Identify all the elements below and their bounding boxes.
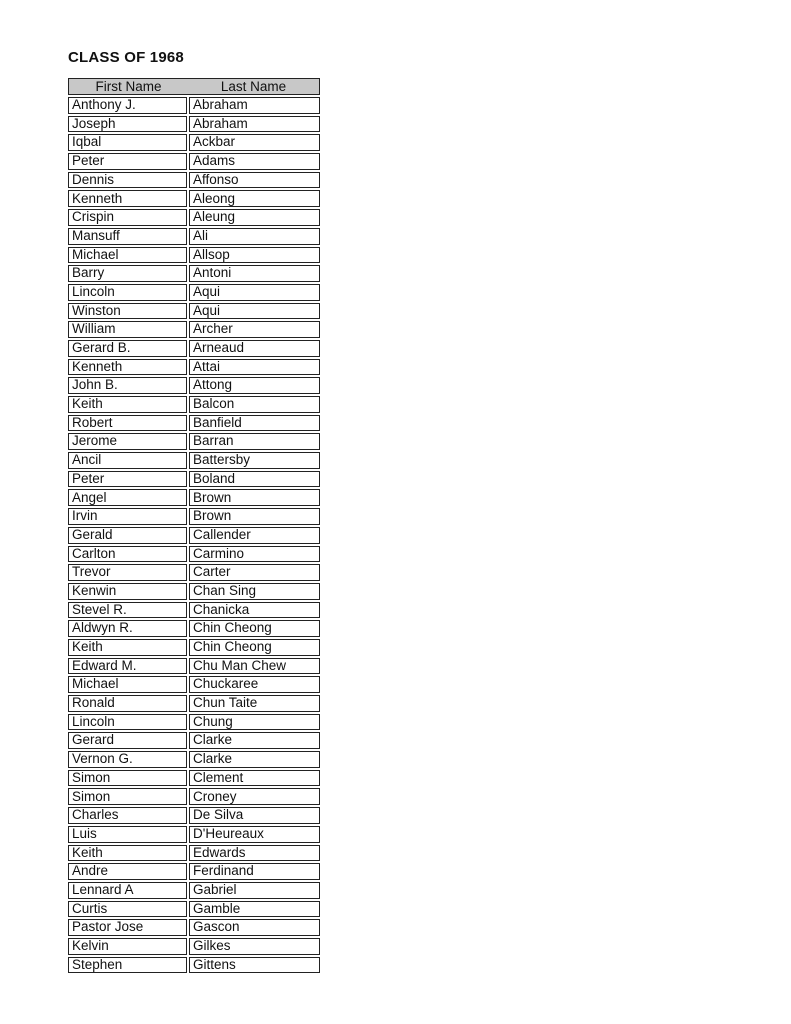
last-name-cell: Affonso <box>189 172 320 189</box>
first-name-cell: Edward M. <box>68 658 187 675</box>
table-row <box>68 751 320 768</box>
table-row <box>68 732 320 749</box>
last-name-cell: Ferdinand <box>189 863 320 880</box>
first-name-cell: Kelvin <box>68 938 187 955</box>
first-name-cell: Crispin <box>68 209 187 226</box>
first-name-cell: Keith <box>68 845 187 862</box>
first-name-cell: Stephen <box>68 957 187 974</box>
first-name-cell: Lennard A <box>68 882 187 899</box>
last-name-cell: Adams <box>189 153 320 170</box>
first-name-cell: Dennis <box>68 172 187 189</box>
last-name-cell: Chung <box>189 714 320 731</box>
first-name-cell: Stevel R. <box>68 602 187 619</box>
first-name-cell: Andre <box>68 863 187 880</box>
first-name-cell: Gerard B. <box>68 340 187 357</box>
table-row <box>68 433 320 450</box>
first-name-cell: Iqbal <box>68 134 187 151</box>
last-name-cell: Chanicka <box>189 602 320 619</box>
first-name-cell: Michael <box>68 247 187 264</box>
last-name-cell: Chin Cheong <box>189 620 320 637</box>
first-name-cell: Curtis <box>68 901 187 918</box>
first-name-cell: Irvin <box>68 508 187 525</box>
table-row <box>68 770 320 787</box>
last-name-cell: Chan Sing <box>189 583 320 600</box>
last-name-cell: Clement <box>189 770 320 787</box>
class-roster-table <box>66 76 322 975</box>
last-name-cell: Antoni <box>189 265 320 282</box>
last-name-cell: Carmino <box>189 546 320 563</box>
table-row <box>68 639 320 656</box>
last-name-cell: Croney <box>189 788 320 805</box>
table-row <box>68 190 320 207</box>
table-row <box>68 564 320 581</box>
first-name-cell: Gerard <box>68 732 187 749</box>
last-name-cell: Brown <box>189 508 320 525</box>
table-row <box>68 826 320 843</box>
last-name-cell: Ali <box>189 228 320 245</box>
last-name-cell: Gamble <box>189 901 320 918</box>
table-row <box>68 845 320 862</box>
table-row <box>68 284 320 301</box>
table-row <box>68 340 320 357</box>
last-name-cell: Aleung <box>189 209 320 226</box>
first-name-cell: Kenneth <box>68 359 187 376</box>
first-name-cell: Ronald <box>68 695 187 712</box>
table-row <box>68 863 320 880</box>
first-name-cell: Mansuff <box>68 228 187 245</box>
first-name-cell: Ancil <box>68 452 187 469</box>
table-row <box>68 938 320 955</box>
table-row <box>68 807 320 824</box>
last-name-cell: Aqui <box>189 303 320 320</box>
table-row <box>68 359 320 376</box>
first-name-cell: Anthony J. <box>68 97 187 114</box>
last-name-cell: Carter <box>189 564 320 581</box>
last-name-cell: De Silva <box>189 807 320 824</box>
first-name-cell: William <box>68 321 187 338</box>
last-name-column-header: Last Name <box>220 79 287 94</box>
table-row <box>68 788 320 805</box>
header-labels <box>69 79 319 94</box>
last-name-cell: Chin Cheong <box>189 639 320 656</box>
roster-body <box>68 97 320 973</box>
last-name-cell: Chu Man Chew <box>189 658 320 675</box>
first-name-cell: Aldwyn R. <box>68 620 187 637</box>
first-name-cell: Luis <box>68 826 187 843</box>
first-name-cell: Angel <box>68 489 187 506</box>
last-name-cell: Battersby <box>189 452 320 469</box>
first-name-cell: Lincoln <box>68 714 187 731</box>
last-name-cell: D'Heureaux <box>189 826 320 843</box>
first-name-cell: Kenneth <box>68 190 187 207</box>
table-row <box>68 247 320 264</box>
table-row <box>68 583 320 600</box>
last-name-cell: Archer <box>189 321 320 338</box>
first-name-cell: Michael <box>68 676 187 693</box>
table-header-bar <box>68 78 320 95</box>
table-row <box>68 508 320 525</box>
last-name-cell: Chuckaree <box>189 676 320 693</box>
last-name-cell: Gilkes <box>189 938 320 955</box>
last-name-cell: Allsop <box>189 247 320 264</box>
table-row <box>68 919 320 936</box>
table-row <box>68 602 320 619</box>
table-row <box>68 134 320 151</box>
table-row <box>68 116 320 133</box>
table-row <box>68 714 320 731</box>
first-name-cell: Gerald <box>68 527 187 544</box>
first-name-column-header: First Name <box>95 79 162 94</box>
first-name-cell: Pastor Jose <box>68 919 187 936</box>
table-row <box>68 265 320 282</box>
first-name-cell: Keith <box>68 639 187 656</box>
first-name-cell: Winston <box>68 303 187 320</box>
first-name-cell: Joseph <box>68 116 187 133</box>
first-name-cell: Carlton <box>68 546 187 563</box>
last-name-cell: Gittens <box>189 957 320 974</box>
table-row <box>68 153 320 170</box>
first-name-cell: Vernon G. <box>68 751 187 768</box>
last-name-cell: Balcon <box>189 396 320 413</box>
last-name-cell: Callender <box>189 527 320 544</box>
last-name-cell: Clarke <box>189 751 320 768</box>
table-row <box>68 209 320 226</box>
first-name-cell: Keith <box>68 396 187 413</box>
table-row <box>68 321 320 338</box>
table-row <box>68 901 320 918</box>
table-row <box>68 658 320 675</box>
last-name-cell: Brown <box>189 489 320 506</box>
table-row <box>68 527 320 544</box>
last-name-cell: Boland <box>189 471 320 488</box>
table-row <box>68 676 320 693</box>
table-row <box>68 452 320 469</box>
table-row <box>68 695 320 712</box>
table-row <box>68 97 320 114</box>
document-page <box>68 50 320 973</box>
last-name-cell: Chun Taite <box>189 695 320 712</box>
first-name-cell: John B. <box>68 377 187 394</box>
last-name-cell: Gabriel <box>189 882 320 899</box>
table-row <box>68 172 320 189</box>
table-row <box>68 303 320 320</box>
table-row <box>68 415 320 432</box>
first-name-cell: Peter <box>68 471 187 488</box>
last-name-cell: Clarke <box>189 732 320 749</box>
table-row <box>68 620 320 637</box>
first-name-cell: Barry <box>68 265 187 282</box>
first-name-cell: Jerome <box>68 433 187 450</box>
last-name-cell: Attai <box>189 359 320 376</box>
last-name-cell: Aqui <box>189 284 320 301</box>
last-name-cell: Arneaud <box>189 340 320 357</box>
table-row <box>68 228 320 245</box>
table-row <box>68 882 320 899</box>
last-name-cell: Banfield <box>189 415 320 432</box>
table-row <box>68 377 320 394</box>
last-name-cell: Edwards <box>189 845 320 862</box>
first-name-cell: Simon <box>68 788 187 805</box>
page-title: CLASS OF 1968 <box>68 49 184 66</box>
first-name-cell: Trevor <box>68 564 187 581</box>
first-name-cell: Peter <box>68 153 187 170</box>
table-row <box>68 546 320 563</box>
last-name-cell: Aleong <box>189 190 320 207</box>
last-name-cell: Gascon <box>189 919 320 936</box>
table-row <box>68 471 320 488</box>
last-name-cell: Barran <box>189 433 320 450</box>
header-row <box>68 78 320 95</box>
first-name-cell: Lincoln <box>68 284 187 301</box>
table-row <box>68 489 320 506</box>
table-row <box>68 396 320 413</box>
first-name-cell: Charles <box>68 807 187 824</box>
last-name-cell: Attong <box>189 377 320 394</box>
last-name-cell: Abraham <box>189 97 320 114</box>
table-row <box>68 957 320 974</box>
first-name-cell: Simon <box>68 770 187 787</box>
last-name-cell: Ackbar <box>189 134 320 151</box>
last-name-cell: Abraham <box>189 116 320 133</box>
first-name-cell: Robert <box>68 415 187 432</box>
first-name-cell: Kenwin <box>68 583 187 600</box>
